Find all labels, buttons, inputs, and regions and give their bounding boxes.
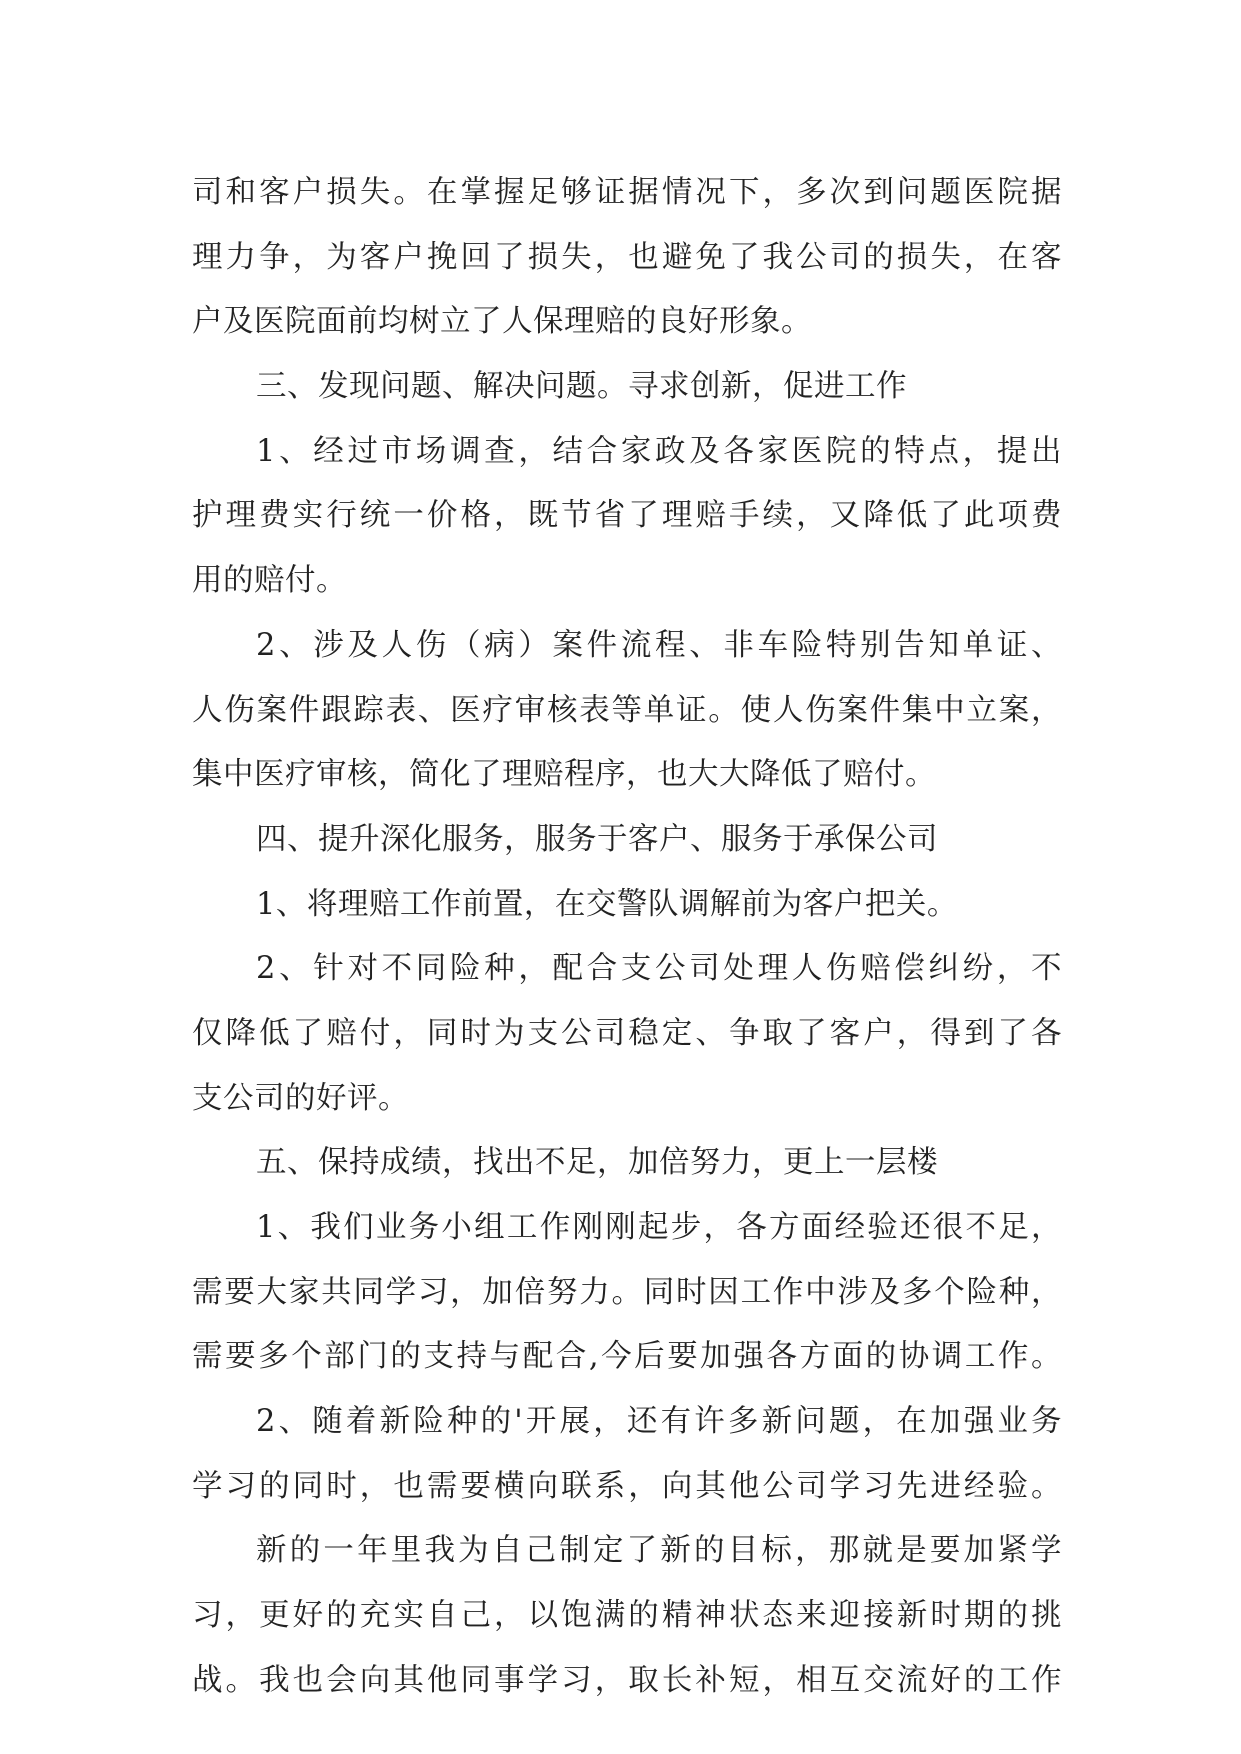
text-line: 1、我们业务小组工作刚刚起步，各方面经验还很不足， bbox=[256, 1210, 1062, 1245]
text-line: 2、针对不同险种，配合支公司处理人伤赔偿纠纷，不 bbox=[256, 951, 1062, 987]
text-line: 三、发现问题、解决问题。寻求创新，促进工作 bbox=[256, 369, 907, 405]
text-line: 需要大家共同学习，加倍努力。同时因工作中涉及多个险种， bbox=[192, 1274, 1062, 1310]
text-line: 习，更好的充实自己，以饱满的精神状态来迎接新时期的挑 bbox=[192, 1598, 1062, 1634]
text-line: 战。我也会向其他同事学习，取长补短，相互交流好的工作 bbox=[192, 1662, 1062, 1698]
text-line: 户及医院面前均树立了人保理赔的良好形象。 bbox=[192, 304, 812, 340]
text-line: 需要多个部门的支持与配合,今后要加强各方面的协调工作。 bbox=[192, 1339, 1062, 1375]
text-line: 仅降低了赔付，同时为支公司稳定、争取了客户，得到了各 bbox=[192, 1015, 1062, 1051]
text-line: 护理费实行统一价格，既节省了理赔手续，又降低了此项费 bbox=[192, 498, 1062, 534]
text-line: 1、将理赔工作前置，在交警队调解前为客户把关。 bbox=[256, 886, 958, 922]
text-line: 人伤案件跟踪表、医疗审核表等单证。使人伤案件集中立案， bbox=[192, 692, 1062, 728]
text-line: 2、随着新险种的'开展，还有许多新问题，在加强业务 bbox=[256, 1404, 1062, 1440]
text-line: 理力争，为客户挽回了损失，也避免了我公司的损失，在客 bbox=[192, 239, 1062, 275]
text-line: 用的赔付。 bbox=[192, 563, 347, 599]
document-body bbox=[192, 161, 1062, 1714]
text-line: 司和客户损失。在掌握足够证据情况下，多次到问题医院据 bbox=[192, 175, 1062, 210]
text-line: 五、保持成绩，找出不足，加倍努力，更上一层楼 bbox=[256, 1145, 938, 1181]
text-line: 2、涉及人伤（病）案件流程、非车险特别告知单证、 bbox=[256, 627, 1062, 663]
text-line: 学习的同时，也需要横向联系，向其他公司学习先进经验。 bbox=[192, 1468, 1062, 1504]
text-line: 支公司的好评。 bbox=[192, 1080, 409, 1116]
text-line: 四、提升深化服务，服务于客户、服务于承保公司 bbox=[256, 821, 938, 857]
text-line: 集中医疗审核，简化了理赔程序，也大大降低了赔付。 bbox=[192, 757, 936, 793]
text-line: 1、经过市场调查，结合家政及各家医院的特点，提出 bbox=[256, 433, 1062, 469]
text-line: 新的一年里我为自己制定了新的目标，那就是要加紧学 bbox=[256, 1533, 1062, 1569]
